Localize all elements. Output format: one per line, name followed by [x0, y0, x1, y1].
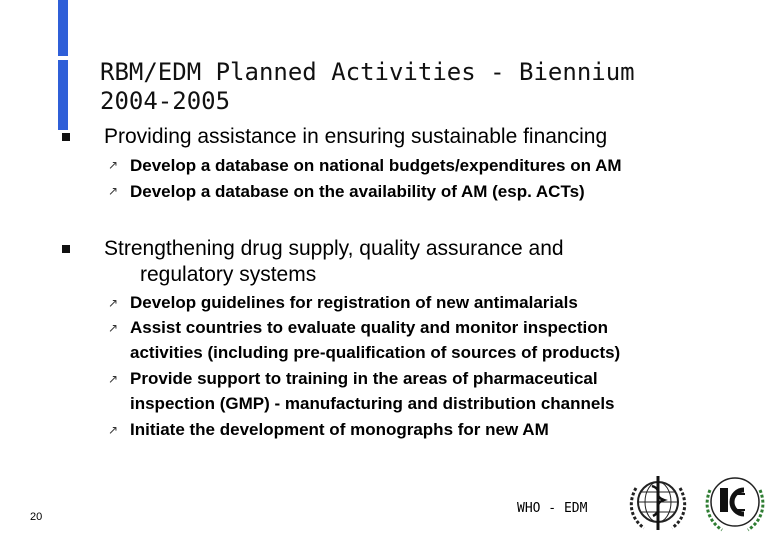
edm-logo — [700, 468, 770, 536]
section-1-item-2: Develop a database on the availability of AM (esp. ACTs) — [130, 182, 585, 201]
who-emblem-logo — [622, 468, 694, 536]
section-2-item-4: Initiate the development of monographs for new AM — [130, 420, 549, 439]
section-1-item-1: Develop a database on national budgets/expenditures on AM — [130, 156, 622, 175]
footer-label: WHO - EDM — [517, 501, 588, 516]
arrow-bullet-icon: ↗ — [108, 321, 119, 335]
accent-bar-bottom — [58, 60, 68, 130]
section-2-item-1: Develop guidelines for registration of new antimalarials — [130, 293, 578, 312]
section-1-heading: Providing assistance in ensuring sustainable financing — [104, 125, 608, 148]
section-2-heading-line-1: Strengthening drug supply, quality assurance and — [104, 237, 564, 260]
accent-bar-top — [58, 0, 68, 56]
arrow-bullet-icon: ↗ — [108, 372, 119, 386]
page-number: 20 — [30, 511, 43, 523]
section-2-heading-line-2: regulatory systems — [140, 263, 317, 286]
section-2-item-2: Assist countries to evaluate quality and monitor inspection — [130, 318, 608, 337]
arrow-bullet-icon: ↗ — [108, 423, 119, 437]
arrow-bullet-icon: ↗ — [108, 296, 119, 310]
slide-title: RBM/EDM Planned Activities - Biennium 2004-2005 — [100, 58, 635, 115]
section-2-item-3-cont: inspection (GMP) - manufacturing and distribution channels — [130, 394, 615, 413]
arrow-bullet-icon: ↗ — [108, 184, 119, 198]
section-2-item-2-cont: activities (including pre-qualification of sources of products) — [130, 343, 621, 362]
square-bullet-icon — [62, 245, 70, 253]
arrow-bullet-icon: ↗ — [108, 158, 119, 172]
section-2-item-3: Provide support to training in the areas of pharmaceutical — [130, 369, 598, 388]
square-bullet-icon — [62, 133, 70, 141]
